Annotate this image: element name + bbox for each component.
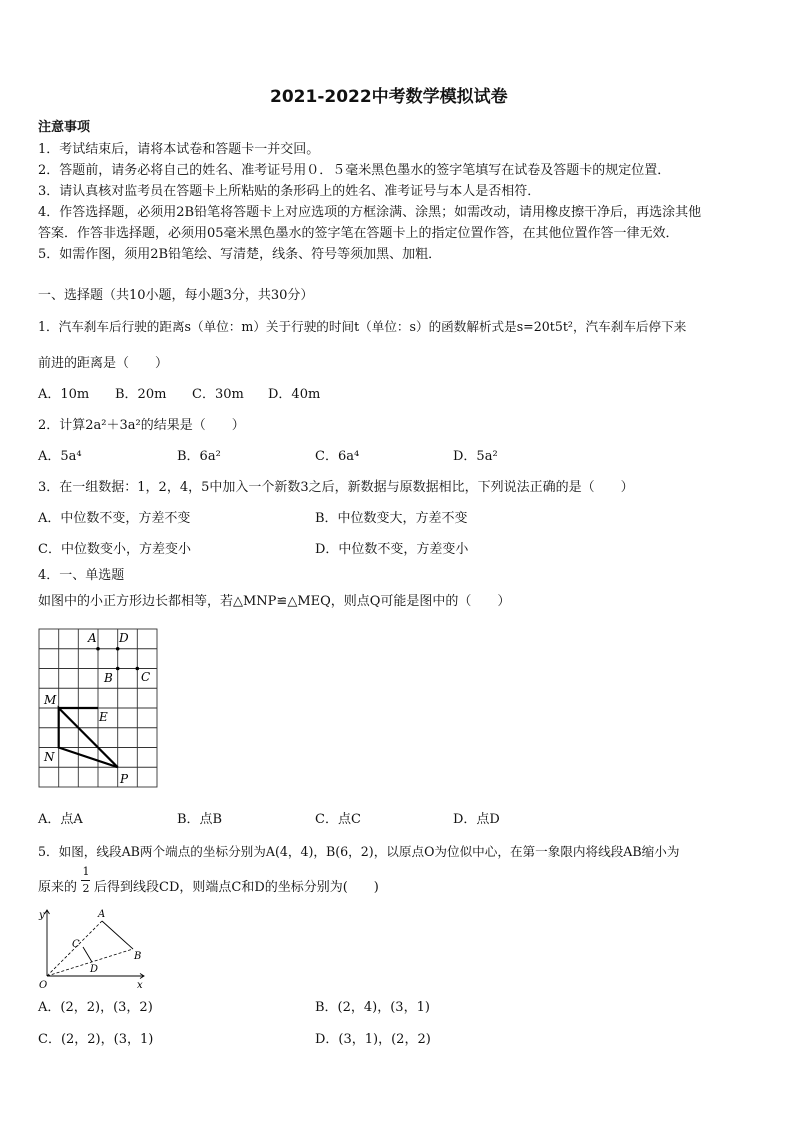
- page-title: 2021-2022中考数学模拟试卷: [270, 87, 508, 107]
- q4-label-n: N: [44, 750, 55, 764]
- notice-item-2: 2．答题前，请务必将自己的姓名、准考证号用０．５毫米黑色墨水的签字笔填写在试卷及答题卡的规定位置．: [38, 163, 671, 178]
- q3-option-b: B．中位数变大，方差不变: [315, 511, 468, 526]
- q4-label-p: P: [120, 772, 129, 786]
- q2-option-b: B．6a²: [177, 449, 221, 464]
- notice-item-5: 5．如需作图，须用2B铅笔绘、写清楚，线条、符号等须加黑、加粗．: [38, 247, 442, 262]
- q1-option-b: B．20m: [115, 387, 167, 402]
- q5-label-x: x: [137, 980, 143, 991]
- q2-option-c: C．6a⁴: [315, 449, 360, 464]
- q4-stem: 如图中的小正方形边长都相等，若△MNP≌△MEQ，则点Q可能是图中的（ ）: [38, 594, 511, 609]
- q1-option-d: D．40m: [268, 387, 321, 402]
- q5-label-a: A: [98, 909, 106, 920]
- q4-label: 4．一、单选题: [38, 568, 125, 583]
- q3-option-a: A．中位数不变，方差不变: [38, 511, 191, 526]
- q5-fraction-denominator: 2: [82, 882, 90, 895]
- q5-label-d: D: [90, 964, 99, 975]
- q1-stem-line1: 1．汽车刹车后行驶的距离s（单位：m）关于行驶的时间t（单位：s）的函数解析式是s=20t5t²，汽车刹车后停下来: [38, 319, 687, 334]
- q4-label-c: C: [141, 670, 151, 684]
- q4-option-b: B．点B: [177, 812, 223, 827]
- q5-option-d: D．(3，1)，(2，2): [315, 1032, 431, 1047]
- q4-grid-figure: [38, 628, 160, 790]
- q1-option-a: A．10m: [38, 387, 90, 402]
- q5-option-a: A．(2，2)，(3，2): [38, 1000, 153, 1015]
- q5-stem-line2-post: 后得到线段CD，则端点C和D的坐标分别为( ): [94, 880, 379, 895]
- q4-label-m: M: [44, 693, 57, 707]
- q4-option-d: D．点D: [453, 812, 500, 827]
- q4-option-c: C．点C: [315, 812, 361, 827]
- q5-coordinate-figure: [36, 904, 148, 994]
- q5-label-b: B: [134, 951, 142, 962]
- q5-stem-line2-pre: 原来的: [38, 880, 78, 895]
- q1-option-c: C．30m: [192, 387, 244, 402]
- q3-stem: 3．在一组数据：1，2，4，5中加入一个新数3之后，新数据与原数据相比，下列说法正确的是（ ）: [38, 480, 634, 495]
- q5-option-b: B．(2，4)，(3，1): [315, 1000, 430, 1015]
- q5-option-c: C．(2，2)，(3，1): [38, 1032, 154, 1047]
- notice-heading: 注意事项: [38, 120, 91, 135]
- q2-stem: 2．计算2a²＋3a²的结果是（ ）: [38, 418, 245, 433]
- q4-label-a: A: [88, 631, 97, 645]
- notice-item-4: 4．作答选择题，必须用2B铅笔将答题卡上对应选项的方框涂满、涂黑；如需改动，请用橡皮擦干净后，再选涂其他: [38, 205, 702, 220]
- q4-option-a: A．点A: [38, 812, 83, 827]
- q5-label-o: O: [39, 980, 48, 991]
- q5-label-c: C: [72, 939, 80, 950]
- q2-option-d: D．5a²: [453, 449, 498, 464]
- q5-fraction-numerator: 1: [82, 865, 90, 878]
- q3-option-c: C．中位数变小，方差变小: [38, 542, 191, 557]
- notice-item-3: 3．请认真核对监考员在答题卡上所粘贴的条形码上的姓名、准考证号与本人是否相符．: [38, 184, 541, 199]
- q5-stem-line1: 5．如图，线段AB两个端点的坐标分别为A(4，4)，B(6，2)，以原点O为位似中心，在第一象限内将线段AB缩小为: [38, 844, 680, 859]
- section-heading: 一、选择题（共10小题，每小题3分，共30分）: [38, 288, 314, 303]
- q5-fraction-bar: [81, 880, 90, 881]
- q3-option-d: D．中位数不变，方差变小: [315, 542, 469, 557]
- q2-option-a: A．5a⁴: [38, 449, 82, 464]
- notice-item-4-cont: 答案．作答非选择题，必须用05毫米黑色墨水的签字笔在答题卡上的指定位置作答，在其他位置作答一律无效．: [38, 226, 679, 241]
- q4-label-d: D: [119, 631, 129, 645]
- q5-label-y: y: [39, 910, 45, 921]
- q1-stem-line2: 前进的距离是（ ）: [38, 356, 169, 371]
- q4-label-b: B: [104, 671, 113, 685]
- notice-item-1: 1．考试结束后，请将本试卷和答题卡一并交回。: [38, 142, 320, 157]
- q4-label-e: E: [99, 710, 108, 724]
